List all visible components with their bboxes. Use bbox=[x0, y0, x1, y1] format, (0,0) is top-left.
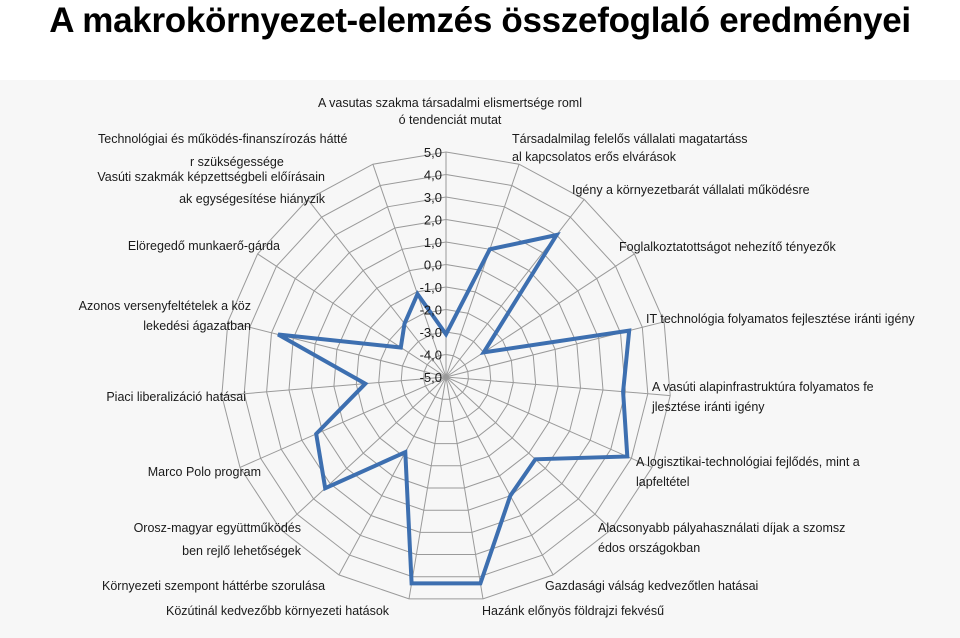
svg-text:A vasutas szakma társadalmi el: A vasutas szakma társadalmi elismertsége roml ó tendenciát mutat bbox=[318, 96, 582, 127]
category-label bbox=[97, 170, 325, 206]
svg-text:Orosz-magyar együttműködésben: Orosz-magyar együttműködés ben rejlő lehetőségek bbox=[133, 521, 301, 558]
svg-text:Környezeti szempont háttérbe s: Környezeti szempont háttérbe szorulása bbox=[102, 579, 326, 593]
axis-spoke bbox=[446, 322, 664, 377]
svg-text:Azonos versenyfeltételek a köz: Azonos versenyfeltételek a köz lekedési ágazatban bbox=[78, 299, 251, 333]
svg-text:Társadalmilag felelős vállalat: Társadalmilag felelős vállalati magatartáss al kapcsolatos erős elvárások bbox=[512, 132, 748, 164]
axis-spoke bbox=[446, 199, 584, 377]
axis-spoke bbox=[240, 377, 446, 467]
svg-text:Elöregedő munkaerő-gárda: Elöregedő munkaerő-gárda bbox=[127, 239, 280, 253]
category-label bbox=[318, 96, 582, 127]
axis-spoke bbox=[446, 164, 519, 377]
svg-text:Vasúti szakmák képzettségbeli: Vasúti szakmák képzettségbeli előírásain ak egységesítése hiányzik bbox=[97, 170, 325, 206]
category-label bbox=[106, 390, 246, 404]
svg-text:Piaci liberalizáció hatásai: Piaci liberalizáció hatásai bbox=[106, 390, 246, 404]
svg-text:IT technológia folyamatos fejl: IT technológia folyamatos fejlesztése iránti igény bbox=[646, 312, 915, 326]
page-title: A makrokörnyezet-elemzés összefoglaló eredményei bbox=[49, 1, 911, 40]
series-line bbox=[278, 235, 629, 583]
svg-text:Technológiai és működés-finans: Technológiai és működés-finanszírozás hátté r szükségessége bbox=[98, 132, 348, 169]
category-label bbox=[134, 521, 302, 558]
tick-label: 3,0 bbox=[423, 190, 442, 205]
axis-spoke bbox=[446, 377, 652, 467]
svg-text:Hazánk előnyös földrajzi fekvé: Hazánk előnyös földrajzi fekvésű bbox=[482, 604, 665, 618]
category-label bbox=[79, 299, 251, 333]
svg-text:Alacsonyabb pályahasználati dí: Alacsonyabb pályahasználati díjak a szomsz édos országokban bbox=[598, 521, 846, 555]
tick-label: 1,0 bbox=[423, 235, 442, 250]
category-label bbox=[598, 521, 845, 555]
category-label bbox=[128, 239, 280, 253]
category-label bbox=[651, 380, 874, 414]
svg-text:A vasúti alapinfrastruktúra fo: A vasúti alapinfrastruktúra folyamatos fe jlesztése iránti igény bbox=[652, 380, 874, 414]
tick-label: -5,0 bbox=[419, 370, 442, 385]
category-label bbox=[619, 240, 837, 254]
tick-label: 5,0 bbox=[423, 145, 442, 160]
tick-label: 2,0 bbox=[423, 212, 442, 228]
category-label bbox=[102, 579, 325, 593]
tick-label: -4,0 bbox=[419, 347, 442, 363]
radar-chart bbox=[0, 80, 960, 638]
tick-label: 4,0 bbox=[423, 167, 442, 183]
axis-spoke bbox=[222, 377, 446, 396]
category-label bbox=[148, 465, 261, 479]
category-label bbox=[482, 604, 664, 618]
axis-spoke bbox=[281, 377, 447, 529]
category-label bbox=[545, 579, 758, 593]
category-label bbox=[512, 132, 748, 164]
tick-label: -2,0 bbox=[419, 302, 442, 318]
category-label bbox=[98, 132, 347, 169]
category-label bbox=[572, 183, 810, 197]
category-label bbox=[636, 455, 860, 489]
axis-spoke bbox=[446, 377, 612, 529]
tick-label: 0,0 bbox=[423, 257, 442, 273]
svg-text:Marco Polo program: Marco Polo program bbox=[147, 465, 261, 479]
axis-spoke bbox=[446, 254, 634, 377]
series-layer bbox=[278, 235, 629, 584]
tick-label: -1,0 bbox=[419, 280, 442, 295]
tick-labels bbox=[420, 145, 442, 385]
svg-text:A logisztikai-technológiai fej: A logisztikai-technológiai fejlődés, mint a lapfeltétel bbox=[636, 455, 860, 489]
tick-label: -3,0 bbox=[419, 325, 442, 340]
axis-spoke bbox=[258, 254, 446, 377]
category-label bbox=[166, 604, 390, 618]
axis-spoke bbox=[446, 377, 670, 396]
svg-text:Gazdasági válság kedvezőtlen h: Gazdasági válság kedvezőtlen hatásai bbox=[545, 579, 759, 593]
svg-text:Közútinál kedvezőbb környezeti: Közútinál kedvezőbb környezeti hatások bbox=[166, 604, 390, 618]
svg-text:Foglalkoztatottságot nehezítő: Foglalkoztatottságot nehezítő tényezők bbox=[619, 240, 836, 254]
category-label bbox=[646, 312, 915, 326]
svg-text:Igény a környezetbarát vállala: Igény a környezetbarát vállalati működésre bbox=[572, 183, 810, 197]
